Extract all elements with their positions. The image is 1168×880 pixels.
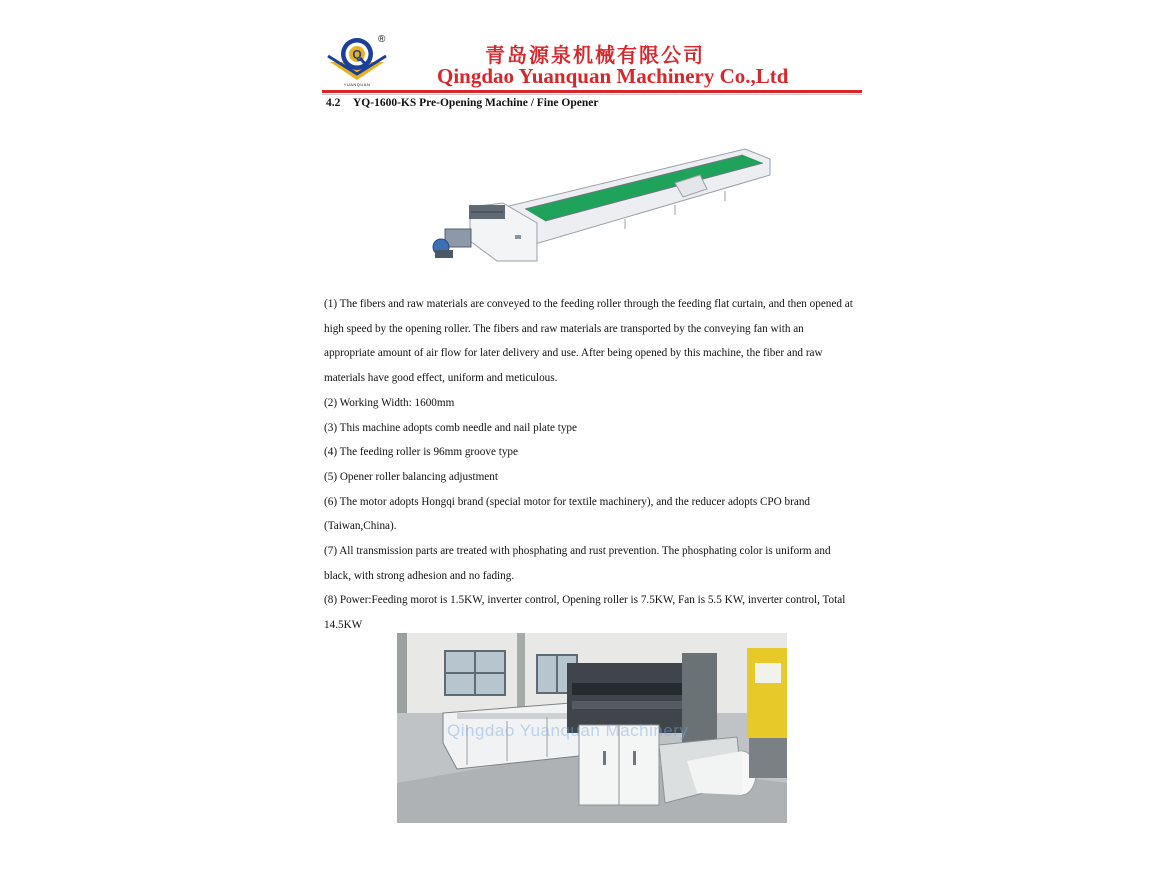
company-name-chinese: 青岛源泉机械有限公司 xyxy=(485,43,705,67)
registered-mark: ® xyxy=(378,34,386,45)
spec-item: (2) Working Width: 1600mm xyxy=(324,396,455,409)
photo-watermark: Qingdao Yuanquan Machinery xyxy=(447,721,689,740)
spec-item: (5) Opener roller balancing adjustment xyxy=(324,470,498,483)
company-name-english: Qingdao Yuanquan Machinery Co.,Ltd xyxy=(437,64,789,88)
header-rule xyxy=(322,90,862,93)
machine-illustration xyxy=(425,137,775,267)
logo-letter: Q xyxy=(352,47,362,62)
header-rule-shadow xyxy=(322,94,862,95)
spec-item: (6) The motor adopts Hongqi brand (special motor for textile machinery), and the reducer adopts CPO brand (Taiwan,China). xyxy=(324,495,811,533)
section-title: YQ-1600-KS Pre-Opening Machine / Fine Opener xyxy=(353,97,599,109)
spec-item: (8) Power:Feeding morot is 1.5KW, inverter control, Opening roller is 7.5KW, Fan is 5.5 KW, inverter control, Total 14.5KW xyxy=(324,594,846,632)
spec-item: (3) This machine adopts comb needle and nail plate type xyxy=(324,421,577,434)
spec-item: (7) All transmission parts are treated with phosphating and rust prevention. The phosphating color is uniform and black, with strong adhesion and no fading. xyxy=(324,545,831,582)
spec-item: (1) The fibers and raw materials are conveyed to the feeding roller through the feeding flat curtain, and then opened at high speed by the opening roller. The fibers and raw materials are transported by the conveying fan with an appropriate amount of air flow for later delivery and use. After being opened by this machine, the fiber and raw materials have good effect, uniform and meticulous. xyxy=(324,298,853,385)
section-heading xyxy=(326,97,598,109)
machine-photo xyxy=(397,633,787,823)
spec-item: (4) The feeding roller is 96mm groove type xyxy=(324,446,518,459)
logo-tagline: YUANQUAN xyxy=(343,82,371,87)
section-number: 4.2 xyxy=(326,97,341,109)
specification-list xyxy=(324,292,856,638)
